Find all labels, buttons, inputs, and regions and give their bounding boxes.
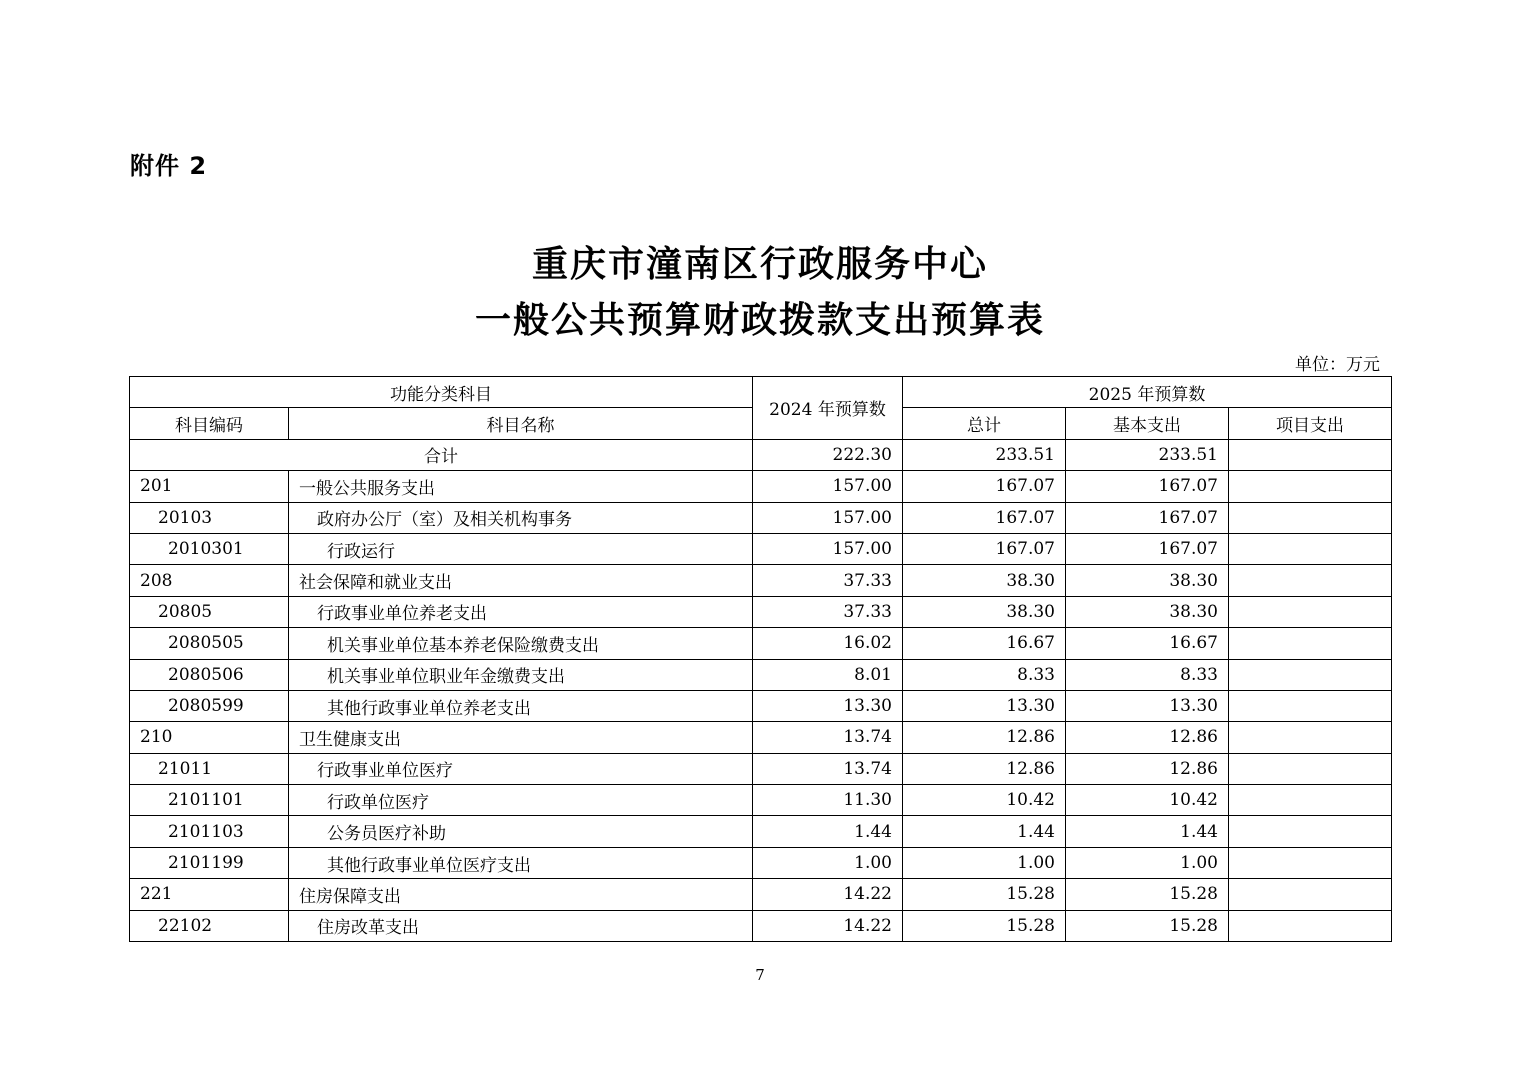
row-name: 其他行政事业单位养老支出: [289, 690, 753, 721]
row-name: 住房改革支出: [289, 910, 753, 941]
header-code: 科目编码: [130, 408, 289, 439]
row-code: 221: [130, 879, 289, 910]
row-code: 20103: [130, 502, 289, 533]
header-row-1: [130, 377, 1392, 408]
row-code: 2101101: [130, 785, 289, 816]
row-project: [1229, 628, 1392, 659]
table-row: [130, 471, 1392, 502]
table-row: [130, 565, 1392, 596]
row-total: 167.07: [903, 502, 1066, 533]
row-basic: 167.07: [1066, 502, 1229, 533]
row-name: 政府办公厅（室）及相关机构事务: [289, 502, 753, 533]
total-total: 233.51: [903, 439, 1066, 470]
row-total: 1.44: [903, 816, 1066, 847]
row-code: 208: [130, 565, 289, 596]
row-total: 12.86: [903, 753, 1066, 784]
row-project: [1229, 785, 1392, 816]
row-name: 行政运行: [289, 533, 753, 564]
row-total: 16.67: [903, 628, 1066, 659]
row-total: 12.86: [903, 722, 1066, 753]
row-code: 2080505: [130, 628, 289, 659]
row-name: 社会保障和就业支出: [289, 565, 753, 596]
row-name: 行政事业单位养老支出: [289, 596, 753, 627]
total-project: [1229, 439, 1392, 470]
table-row: [130, 596, 1392, 627]
row-total: 15.28: [903, 910, 1066, 941]
row-basic: 38.30: [1066, 596, 1229, 627]
header-budget-2024: 2024 年预算数: [753, 377, 903, 440]
row-basic: 1.00: [1066, 847, 1229, 878]
table-row: [130, 816, 1392, 847]
row-total: 167.07: [903, 533, 1066, 564]
budget-table: [129, 376, 1392, 942]
row-budget-2024: 13.74: [753, 753, 903, 784]
row-basic: 1.44: [1066, 816, 1229, 847]
row-total: 38.30: [903, 596, 1066, 627]
row-code: 22102: [130, 910, 289, 941]
table-row: [130, 753, 1392, 784]
row-basic: 167.07: [1066, 471, 1229, 502]
row-basic: 38.30: [1066, 565, 1229, 596]
row-project: [1229, 471, 1392, 502]
row-project: [1229, 910, 1392, 941]
header-total: 总计: [903, 408, 1066, 439]
document-title-line1: 重庆市潼南区行政服务中心: [531, 243, 988, 285]
header-basic: 基本支出: [1066, 408, 1229, 439]
row-code: 210: [130, 722, 289, 753]
row-basic: 12.86: [1066, 753, 1229, 784]
row-code: 201: [130, 471, 289, 502]
total-basic: 233.51: [1066, 439, 1229, 470]
page-number: 7: [755, 966, 765, 984]
row-budget-2024: 157.00: [753, 471, 903, 502]
row-budget-2024: 11.30: [753, 785, 903, 816]
document-title-line2: 一般公共预算财政拨款支出预算表: [474, 299, 1045, 341]
row-basic: 16.67: [1066, 628, 1229, 659]
row-basic: 15.28: [1066, 910, 1229, 941]
row-total: 167.07: [903, 471, 1066, 502]
row-total: 13.30: [903, 690, 1066, 721]
row-name: 一般公共服务支出: [289, 471, 753, 502]
row-code: 20805: [130, 596, 289, 627]
row-name: 机关事业单位基本养老保险缴费支出: [289, 628, 753, 659]
row-budget-2024: 13.74: [753, 722, 903, 753]
row-total: 1.00: [903, 847, 1066, 878]
row-budget-2024: 37.33: [753, 596, 903, 627]
header-project: 项目支出: [1229, 408, 1392, 439]
row-project: [1229, 847, 1392, 878]
row-budget-2024: 8.01: [753, 659, 903, 690]
row-project: [1229, 533, 1392, 564]
row-code: 2010301: [130, 533, 289, 564]
row-code: 21011: [130, 753, 289, 784]
row-basic: 13.30: [1066, 690, 1229, 721]
table-row: [130, 690, 1392, 721]
row-total: 10.42: [903, 785, 1066, 816]
row-name: 住房保障支出: [289, 879, 753, 910]
row-total: 38.30: [903, 565, 1066, 596]
row-name: 公务员医疗补助: [289, 816, 753, 847]
row-basic: 10.42: [1066, 785, 1229, 816]
row-budget-2024: 37.33: [753, 565, 903, 596]
table-row: [130, 785, 1392, 816]
row-project: [1229, 816, 1392, 847]
row-basic: 15.28: [1066, 879, 1229, 910]
row-budget-2024: 16.02: [753, 628, 903, 659]
row-budget-2024: 157.00: [753, 533, 903, 564]
table-row: [130, 847, 1392, 878]
row-total: 15.28: [903, 879, 1066, 910]
row-project: [1229, 565, 1392, 596]
row-name: 其他行政事业单位医疗支出: [289, 847, 753, 878]
header-function-category: 功能分类科目: [130, 377, 753, 408]
row-budget-2024: 1.00: [753, 847, 903, 878]
row-project: [1229, 690, 1392, 721]
table-row: [130, 533, 1392, 564]
table-row: [130, 502, 1392, 533]
table-row: [130, 910, 1392, 941]
row-budget-2024: 14.22: [753, 879, 903, 910]
table-row: [130, 628, 1392, 659]
row-project: [1229, 722, 1392, 753]
row-code: 2101103: [130, 816, 289, 847]
row-code: 2080599: [130, 690, 289, 721]
row-budget-2024: 14.22: [753, 910, 903, 941]
attachment-label: 附件 2: [130, 152, 208, 180]
unit-label: 单位：万元: [1295, 355, 1380, 375]
total-budget-2024: 222.30: [753, 439, 903, 470]
row-name: 机关事业单位职业年金缴费支出: [289, 659, 753, 690]
row-project: [1229, 659, 1392, 690]
row-name: 卫生健康支出: [289, 722, 753, 753]
row-budget-2024: 1.44: [753, 816, 903, 847]
header-budget-2025: 2025 年预算数: [903, 377, 1392, 408]
row-budget-2024: 157.00: [753, 502, 903, 533]
row-code: 2101199: [130, 847, 289, 878]
row-name: 行政单位医疗: [289, 785, 753, 816]
table-row: [130, 722, 1392, 753]
table-row: [130, 879, 1392, 910]
row-project: [1229, 596, 1392, 627]
table-row: [130, 659, 1392, 690]
row-basic: 8.33: [1066, 659, 1229, 690]
header-name: 科目名称: [289, 408, 753, 439]
row-budget-2024: 13.30: [753, 690, 903, 721]
row-project: [1229, 502, 1392, 533]
total-label: 合计: [130, 439, 753, 470]
row-name: 行政事业单位医疗: [289, 753, 753, 784]
row-project: [1229, 753, 1392, 784]
row-basic: 12.86: [1066, 722, 1229, 753]
row-project: [1229, 879, 1392, 910]
row-basic: 167.07: [1066, 533, 1229, 564]
row-total: 8.33: [903, 659, 1066, 690]
total-row: [130, 439, 1392, 470]
row-code: 2080506: [130, 659, 289, 690]
